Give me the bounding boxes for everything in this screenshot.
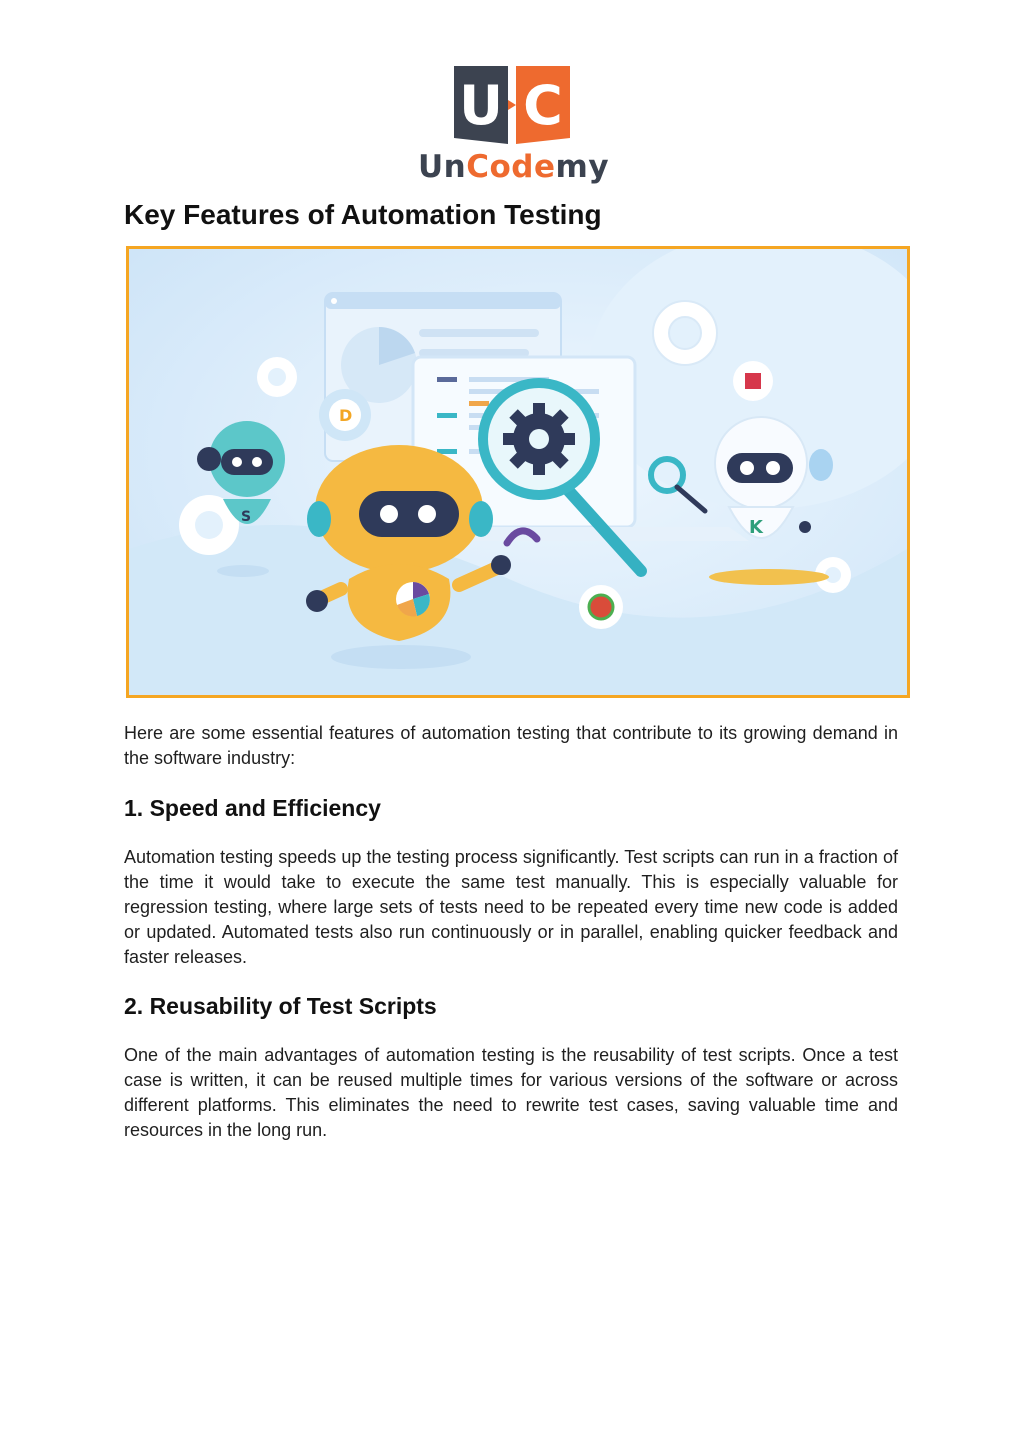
logo-mark-icon (454, 66, 570, 144)
logo-mark-left: U (459, 74, 503, 137)
section-heading-2: 2. Reusability of Test Scripts (124, 993, 437, 1019)
hero-illustration (126, 246, 910, 698)
svg-text:D: D (339, 406, 353, 425)
automation-testing-robots-illustration-icon (129, 249, 907, 695)
svg-text:S: S (241, 509, 252, 525)
logo-wordmark (418, 150, 608, 184)
svg-text:K: K (749, 517, 763, 538)
wordmark-part3: my (555, 149, 610, 185)
section-body-2: One of the main advantages of automation testing is the reusability of test scripts. Once a test case is written, it can be reused multiple times for various versions of the software or across different platforms. This eliminates the need to rewrite test cases, saving valuable time and resources in the long run. (124, 1045, 898, 1140)
uncodemy-logo (418, 66, 608, 188)
wordmark-part2: Code (466, 149, 556, 185)
intro-paragraph: Here are some essential features of automation testing that contribute to its growing demand in the software industry: (124, 723, 898, 768)
page-title: Key Features of Automation Testing (124, 199, 602, 230)
section-heading-1: 1. Speed and Efficiency (124, 795, 381, 821)
wordmark-part1: Un (418, 149, 467, 185)
section-body-1: Automation testing speeds up the testing process significantly. Test scripts can run in a fraction of the time it would take to execute the same test manually. This is especially valuable for regression testing, where large sets of tests need to be repeated every time new code is added or updated. Automated tests also run continuously or in parallel, enabling quicker feedback and faster releases. (124, 847, 898, 967)
logo-mark-right: C (523, 74, 563, 137)
